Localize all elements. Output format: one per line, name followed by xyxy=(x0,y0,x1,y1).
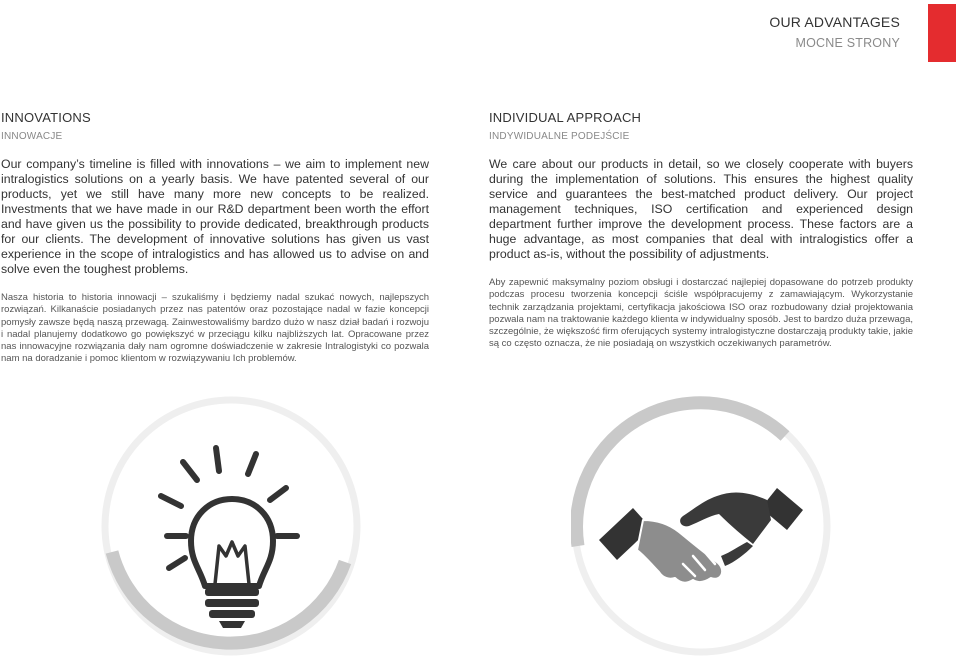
red-accent-tab xyxy=(928,4,956,62)
approach-subtitle: INDYWIDUALNE PODEJŚCIE xyxy=(489,131,630,142)
innovations-title: INNOVATIONS xyxy=(1,110,91,125)
innovations-section xyxy=(1,110,429,366)
innovations-text-pl: Nasza historia to historia innowacji – szukaliśmy i będziemy nadal szukać nowych, najlepszych rozwiązań. Kilkanaście posiadanych przez nas patentów oraz pozostające nadal w fazie koncepcji pomysły zawsze będą naszą przewagą. Zainwestowaliśmy bardzo dużo w nasz dział badań i rozwoju i nadal planujemy dodatkowo go powiększyć w przeciągu kilku najbliższych lat. Opracowane przez nas innowacyjne rozwiązania dały nam ogromne doświadczenie w zakresie Intralogistyki co pozwala nam na doradzanie i pomoc klientom w rozwiązywaniu Ich problemów. xyxy=(1,292,429,365)
approach-title: INDIVIDUAL APPROACH xyxy=(489,110,642,125)
page-header xyxy=(769,14,900,50)
page-subtitle: MOCNE STRONY xyxy=(795,36,900,50)
innovations-text-en: Our company’s timeline is filled with innovations – we aim to implement new intralogistics solutions on a yearly basis. We have patented several of our products, yet we still have many more new concepts to be realized. Investments that we have made in our R&D department been worth the effort and have given us the possibility to provide dedicated, breakthrough products for our clients. The development of innovative solutions has given us vast experience in the scope of intralogistics and has allowed us to advise on and solve even the toughest problems. xyxy=(1,157,429,276)
approach-text-en: We care about our products in detail, so we closely cooperate with buyers during the implementation of solutions. This ensures the highest quality service and guarantees the best-matched product delivery. Our project management techniques, ISO certification and experienced design department further improve the development process. These factors are a huge advantage, as most companies that deal with intralogistics offer a product as-is, without the possibility of adjustments. xyxy=(489,157,913,261)
handshake-icon xyxy=(571,396,831,656)
lightbulb-icon xyxy=(101,396,361,656)
page-title: OUR ADVANTAGES xyxy=(769,14,900,30)
innovations-subtitle: INNOWACJE xyxy=(1,131,63,142)
approach-section xyxy=(489,110,913,351)
approach-text-pl: Aby zapewnić maksymalny poziom obsługi i dostarczać najlepiej dopasowane do potrzeb produkty podczas procesu tworzenia koncepcji ściśle współpracujemy z zamawiającym. Wykorzystanie technik zarządzania projektami, certyfikacja jakościowa ISO oraz rozbudowany dział projektowania pozwala nam na traktowanie każdego klienta w indywidualny sposób. Jest to bardzo duża przewaga, szczególnie, że większość firm oferujących systemy intralogistyczne dostarczają produkty takie, jakie są co często oznacza, że nie posiadają on wszystkich oczekiwanych parametrów. xyxy=(489,277,913,350)
